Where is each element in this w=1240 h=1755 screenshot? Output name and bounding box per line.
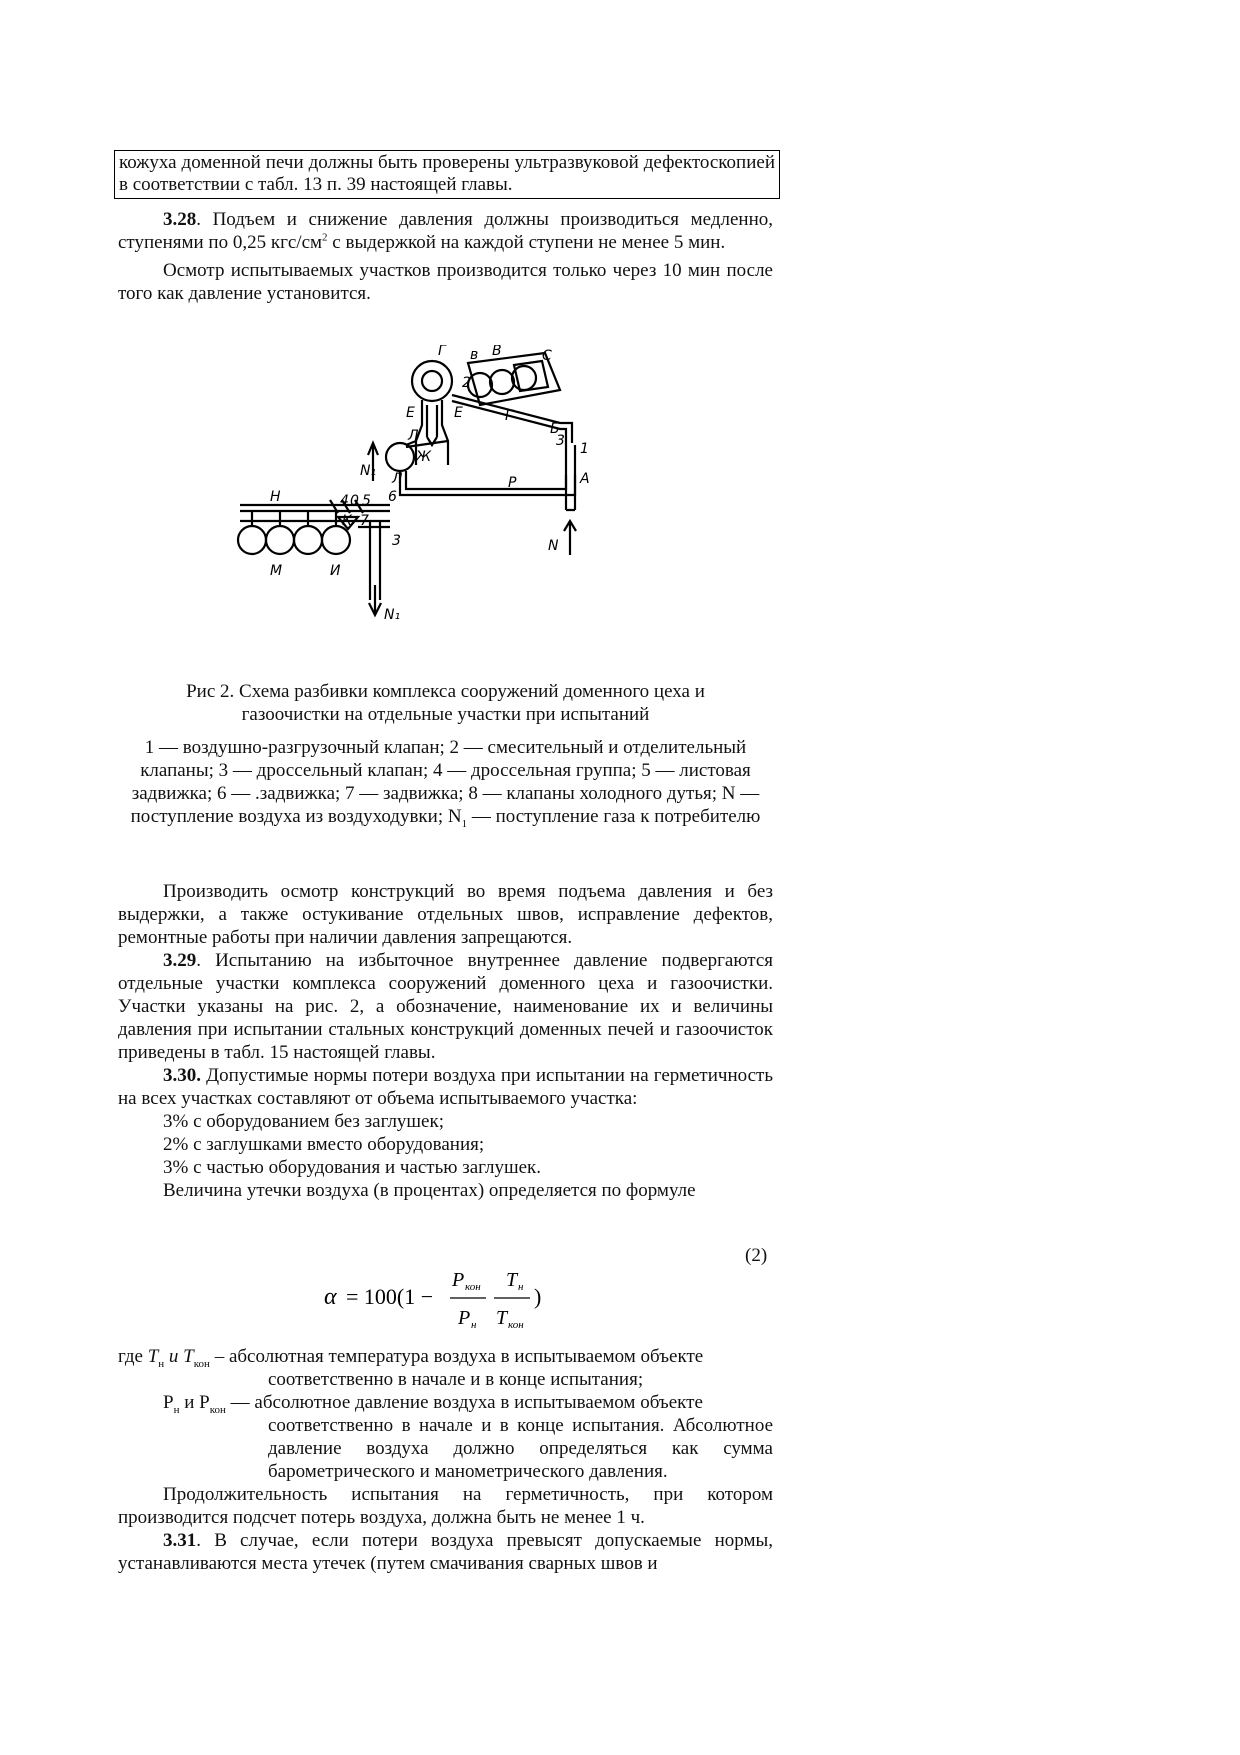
washer-1 — [238, 526, 266, 554]
clause-number: 3.30. — [163, 1065, 201, 1086]
label-1: 1 — [580, 441, 589, 457]
clause-text: . Подъем и снижение давления должны производиться медленно, ступенями по 0,25 кгс/см — [118, 209, 773, 253]
label-v: В — [492, 345, 502, 359]
label-l2: Л — [392, 471, 403, 487]
legend-text-end: — поступление газа к потребителю — [467, 806, 761, 827]
clause-text-end: с выдержкой на каждой ступени не менее 5 мин. — [327, 232, 726, 253]
formula-t-kon: T — [496, 1307, 508, 1329]
label-m: М — [270, 563, 283, 579]
formula-t-n-sub: н — [518, 1281, 524, 1293]
washer-4 — [322, 526, 350, 554]
legend-subscript: 1 — [461, 817, 468, 830]
clause-text: . В случае, если потери воздуха превысят допускаемые нормы, устанавливаются места утечек (путем смачивания сварных швов и — [118, 1530, 773, 1574]
gas-pipe — [400, 471, 575, 495]
formula-intro: Величина утечки воздуха (в процентах) определяется по формуле — [163, 1180, 696, 1201]
heater-2 — [490, 370, 514, 394]
label-g: Г — [438, 345, 446, 359]
inlet-arrow — [564, 521, 576, 555]
var-t2: T — [183, 1346, 194, 1367]
clause-text: . Испытанию на избыточное внутреннее давление подвергаются отдельные участки комплекса сооружений доменного цеха и газоочистки. Участки указаны на рис. 2, а обозначение, наименование их и величины давления при испытании стальных конструкций доменных печей и газоочисток приведены в табл. 15 настоящей главы. — [118, 950, 773, 1063]
equation-number: (2) — [745, 1245, 768, 1266]
section-3-28 — [118, 208, 773, 305]
label-zh: Ж — [416, 449, 432, 465]
furnace-top-inner — [422, 371, 442, 391]
where-continuation: соответственно в начале и в конце испытания; — [268, 1369, 644, 1390]
var-t: T — [147, 1346, 159, 1367]
formula-p-n: P — [458, 1307, 471, 1329]
formula-p-kon: P — [452, 1269, 465, 1291]
label-3-bottom: 3 — [392, 533, 401, 549]
washer-risers — [252, 511, 336, 526]
furnace-top-outer — [412, 361, 452, 401]
clause-number: 3.28 — [163, 209, 197, 230]
formula-explanation — [118, 1345, 773, 1575]
label-n1-top: N₁ — [360, 463, 377, 479]
leak-formula — [320, 1262, 580, 1332]
label-v-small: в — [470, 347, 479, 363]
var-sub: н — [173, 1403, 180, 1416]
label-4: 4 — [340, 493, 349, 509]
where-temperature — [118, 1345, 773, 1391]
label-k: К — [342, 513, 352, 529]
figure-legend — [118, 736, 773, 828]
figure-caption — [118, 680, 773, 828]
washer-2 — [266, 526, 294, 554]
label-6: 6 — [388, 489, 397, 505]
clause-text: Допустимые нормы потери воздуха при испытании на герметичность на всех участках составляют от объема испытываемого участка: — [118, 1065, 773, 1109]
boxed-text: кожуха доменной печи должны быть проверены ультразвуковой дефектоскопией в соответствии с табл. 13 п. 39 настоящей главы. — [119, 152, 775, 195]
var-sub: н — [158, 1357, 165, 1370]
label-g2: Г — [505, 408, 513, 424]
norm-item: 3% с частью оборудования и частью заглушек. — [163, 1157, 542, 1178]
clause-number: 3.29 — [163, 950, 197, 971]
label-e1: Е — [406, 405, 415, 421]
formula-alpha: α — [324, 1284, 337, 1310]
paragraph-3-29 — [118, 949, 773, 1064]
scheme-diagram — [230, 345, 660, 655]
label-a: А — [580, 471, 590, 487]
label-c: С — [542, 348, 552, 364]
paragraph-inspection: Осмотр испытываемых участков производится только через 10 мин после того как давление установится. — [118, 260, 773, 304]
heater-1 — [468, 373, 492, 397]
where-pressure — [163, 1391, 773, 1483]
superscript: 2 — [322, 231, 328, 244]
clause-number: 3.31 — [163, 1530, 197, 1551]
formula-t-kon-sub: кон — [508, 1319, 524, 1331]
formula-close: ) — [534, 1284, 542, 1309]
label-7: 7 — [360, 513, 369, 529]
cold-pipe — [566, 445, 575, 510]
formula-p-n-sub: н — [471, 1319, 477, 1331]
label-l1: Л — [408, 428, 419, 444]
label-p: Р — [508, 475, 517, 491]
label-i: И — [330, 563, 341, 579]
norm-item: 2% с заглушками вместо оборудования; — [163, 1134, 485, 1155]
where-text: — абсолютное давление воздуха в испытываемом объекте — [225, 1392, 703, 1413]
formula-p-kon-sub: кон — [465, 1281, 481, 1293]
paragraph-3-28 — [118, 208, 773, 254]
paragraph-forbid: Производить осмотр конструкций во время подъема давления и без выдержки, а также остукивание отдельных швов, исправление дефектов, ремонтные работы при наличии давления запрещаются. — [118, 881, 773, 948]
label-h: Н — [270, 489, 281, 505]
label-5: 5 — [362, 493, 371, 509]
legend-text: 1 — воздушно-разгрузочный клапан; 2 — смесительный и отделительный клапаны; 3 — дроссельный клапан; 4 — дроссельная группа; 5 — листовая задвижка; 6 — .задвижка; 7 — задвижка; 8 — клапаны холодного дутья; N — поступление воздуха из воздуходувки; N — [130, 737, 760, 827]
formula-t-n: T — [506, 1269, 518, 1291]
label-b: Б — [550, 421, 560, 437]
var-sub: кон — [193, 1357, 210, 1370]
label-0: 0 — [350, 493, 359, 509]
label-n1-bottom: N₁ — [384, 607, 401, 623]
var-and: и P — [179, 1392, 210, 1413]
var-sub: кон — [209, 1403, 226, 1416]
where-text: – абсолютная температура воздуха в испытываемом объекте — [209, 1346, 704, 1367]
label-2: 2 — [462, 375, 471, 391]
paragraph-duration: Продолжительность испытания на герметичность, при котором производится подсчет потерь воздуха, должна быть не менее 1 ч. — [118, 1484, 773, 1528]
diagram-labels — [270, 345, 590, 623]
where-lead: где — [118, 1346, 148, 1367]
label-3-top: 3 — [556, 433, 565, 449]
var-and: и — [164, 1346, 184, 1367]
label-e2: Е — [454, 405, 463, 421]
boxed-continuation — [114, 150, 780, 199]
formula-equals: = 100(1 − — [346, 1284, 434, 1309]
paragraph-3-31 — [118, 1529, 773, 1575]
paragraph-3-30 — [118, 1064, 773, 1110]
body-continued — [118, 880, 773, 1202]
caption-line-2: газоочистки на отдельные участки при испытаний — [241, 704, 650, 725]
furnace-inner — [427, 405, 437, 445]
where-continuation: соответственно в начале и в конце испытания. Абсолютное давление воздуха должно определяться как сумма барометрического и манометрического давления. — [268, 1415, 773, 1482]
var-p: P — [163, 1392, 174, 1413]
caption-line-1: Рис 2. Схема разбивки комплекса сооружений доменного цеха и — [186, 681, 705, 702]
washer-3 — [294, 526, 322, 554]
norm-item: 3% с оборудованием без заглушек; — [163, 1111, 445, 1132]
label-n: N — [548, 538, 559, 554]
